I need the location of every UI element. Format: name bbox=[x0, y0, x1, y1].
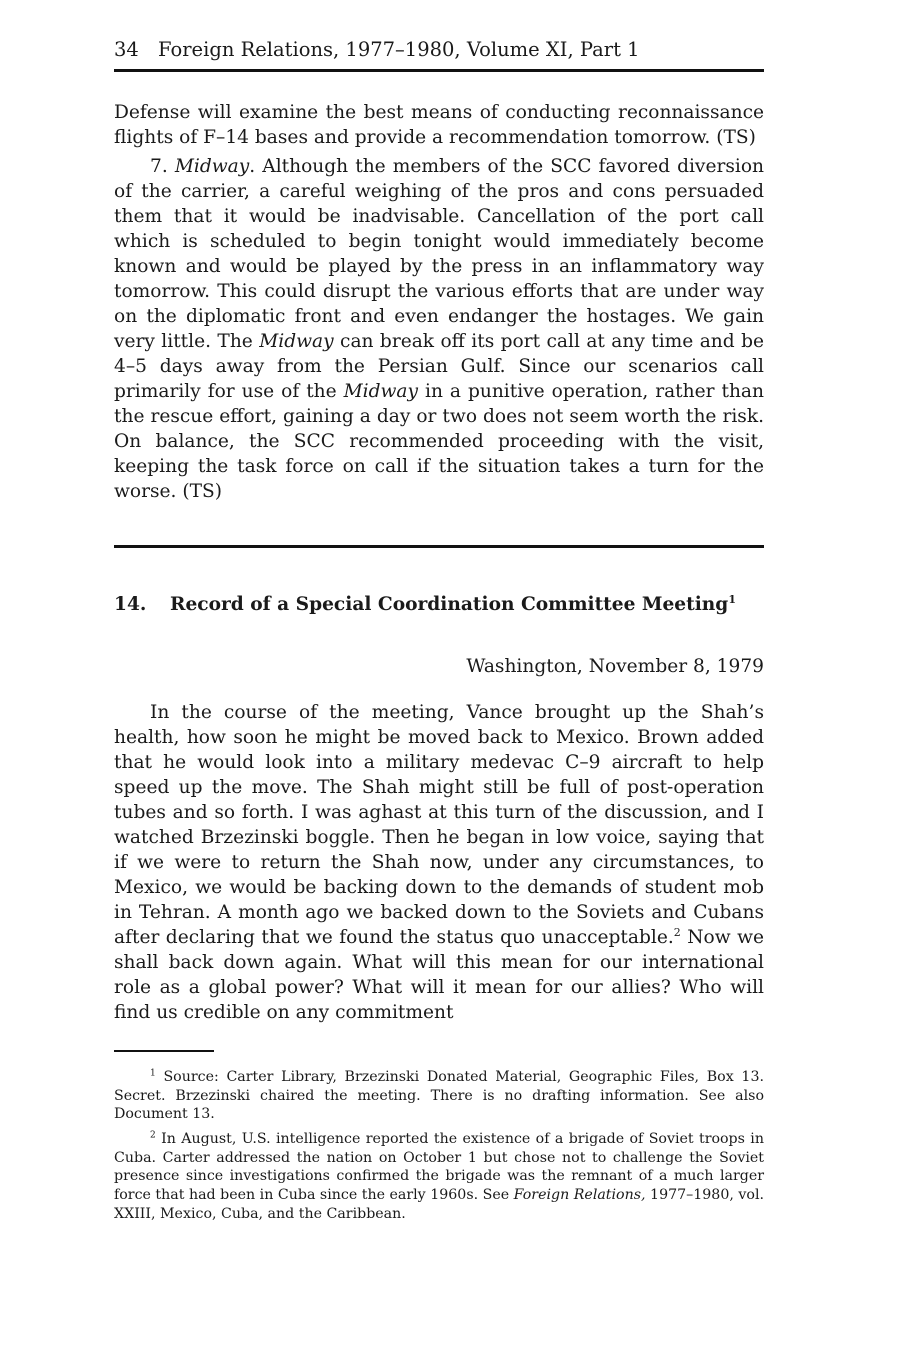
paragraph-text: can break off its port call at any time and be 4–5 days away from the Persian Gulf. Since our scenarios call primarily for use of the bbox=[114, 331, 764, 402]
dateline: Washington, November 8, 1979 bbox=[466, 656, 764, 677]
running-header bbox=[114, 36, 764, 64]
document-title: Record of a Special Coordination Committee Meeting bbox=[170, 594, 729, 615]
footnote-2 bbox=[114, 1130, 764, 1224]
document-heading bbox=[114, 592, 764, 618]
footnote-text: 1977–1980, vol. XXIII, Mexico, Cuba, and the Caribbean. bbox=[114, 1187, 764, 1222]
italic-citation: Foreign Relations, bbox=[513, 1187, 646, 1204]
footnote-rule bbox=[114, 1050, 214, 1052]
paragraph-text: in a punitive operation, rather than the rescue effort, gaining a day or two does not seem worth the risk. On balance, the SCC recommended proceeding with the visit, keeping the task force on call if the situation takes a turn for the worse. (TS) bbox=[114, 381, 764, 502]
footnote-text: Source: Carter Library, Brzezinski Donated Material, Geographic Files, Box 13. Secret. Brzezinski chaired the meeting. There is no drafting information. See also Document 13. bbox=[114, 1069, 764, 1123]
paragraph-text: Defense will examine the best means of conducting reconnaissance flights of F–14 bases and provide a recommendation tomorrow. (TS) bbox=[114, 102, 764, 148]
italic-midway: Midway bbox=[259, 331, 334, 352]
continued-paragraph bbox=[114, 100, 764, 150]
paragraph-lead: 7. bbox=[150, 156, 175, 177]
header-rule bbox=[114, 69, 764, 72]
page-number: 34 bbox=[114, 38, 139, 61]
paragraph-text: . Although the members of the SCC favored diversion of the carrier, a careful weighing of the pros and cons persuaded them that it would be inadvisable. Cancellation of the port call which is scheduled to begin tonight would immediately become known and would be played by the press in an inflammatory way tomorrow. This could disrupt the various efforts that are under way on the diplomatic front and even endanger the hostages. We gain very little. The bbox=[114, 156, 764, 352]
footnote-number: 2 bbox=[150, 1130, 156, 1141]
footnote-marker[interactable]: 2 bbox=[673, 925, 681, 939]
paragraph-text: In the course of the meeting, Vance brought up the Shah’s health, how soon he might be moved back to Mexico. Brown added that he would look into a military medevac C–9 aircraft to help speed up the move. The Shah might still be full of post-operation tubes and so forth. I was aghast at this turn of the discussion, and I watched Brzezinski boggle. Then he began in low voice, saying that if we were to return the Shah now, under any circumstances, to Mexico, we would be backing down to the demands of student mob in Tehran. A month ago we backed down to the Soviets and Cubans after declaring that we found the status quo unacceptable. bbox=[114, 702, 764, 948]
running-title: Foreign Relations, 1977–1980, Volume XI, Part 1 bbox=[158, 38, 640, 61]
italic-midway: Midway bbox=[343, 381, 419, 402]
document-number: 14. bbox=[114, 594, 147, 615]
italic-midway: Midway bbox=[174, 156, 250, 177]
footnote-marker[interactable]: 1 bbox=[728, 592, 736, 606]
footnote-1 bbox=[114, 1068, 764, 1124]
meeting-paragraph bbox=[114, 700, 764, 1025]
footnote-number: 1 bbox=[150, 1068, 156, 1079]
footnote-text: In August, U.S. intelligence reported the existence of a brigade of Soviet troops in Cuba. Carter addressed the nation on October 1 but chose not to challenge the Soviet presence since investigations confirmed the brigade was the remnant of a much larger force that had been in Cuba since the early 1960s. See bbox=[114, 1131, 764, 1204]
midway-paragraph bbox=[114, 154, 764, 504]
paragraph-text: Now we shall back down again. What will this mean for our international role as a global power? What will it mean for our allies? Who will find us credible on any commitment bbox=[114, 927, 764, 1023]
section-rule bbox=[114, 545, 764, 548]
